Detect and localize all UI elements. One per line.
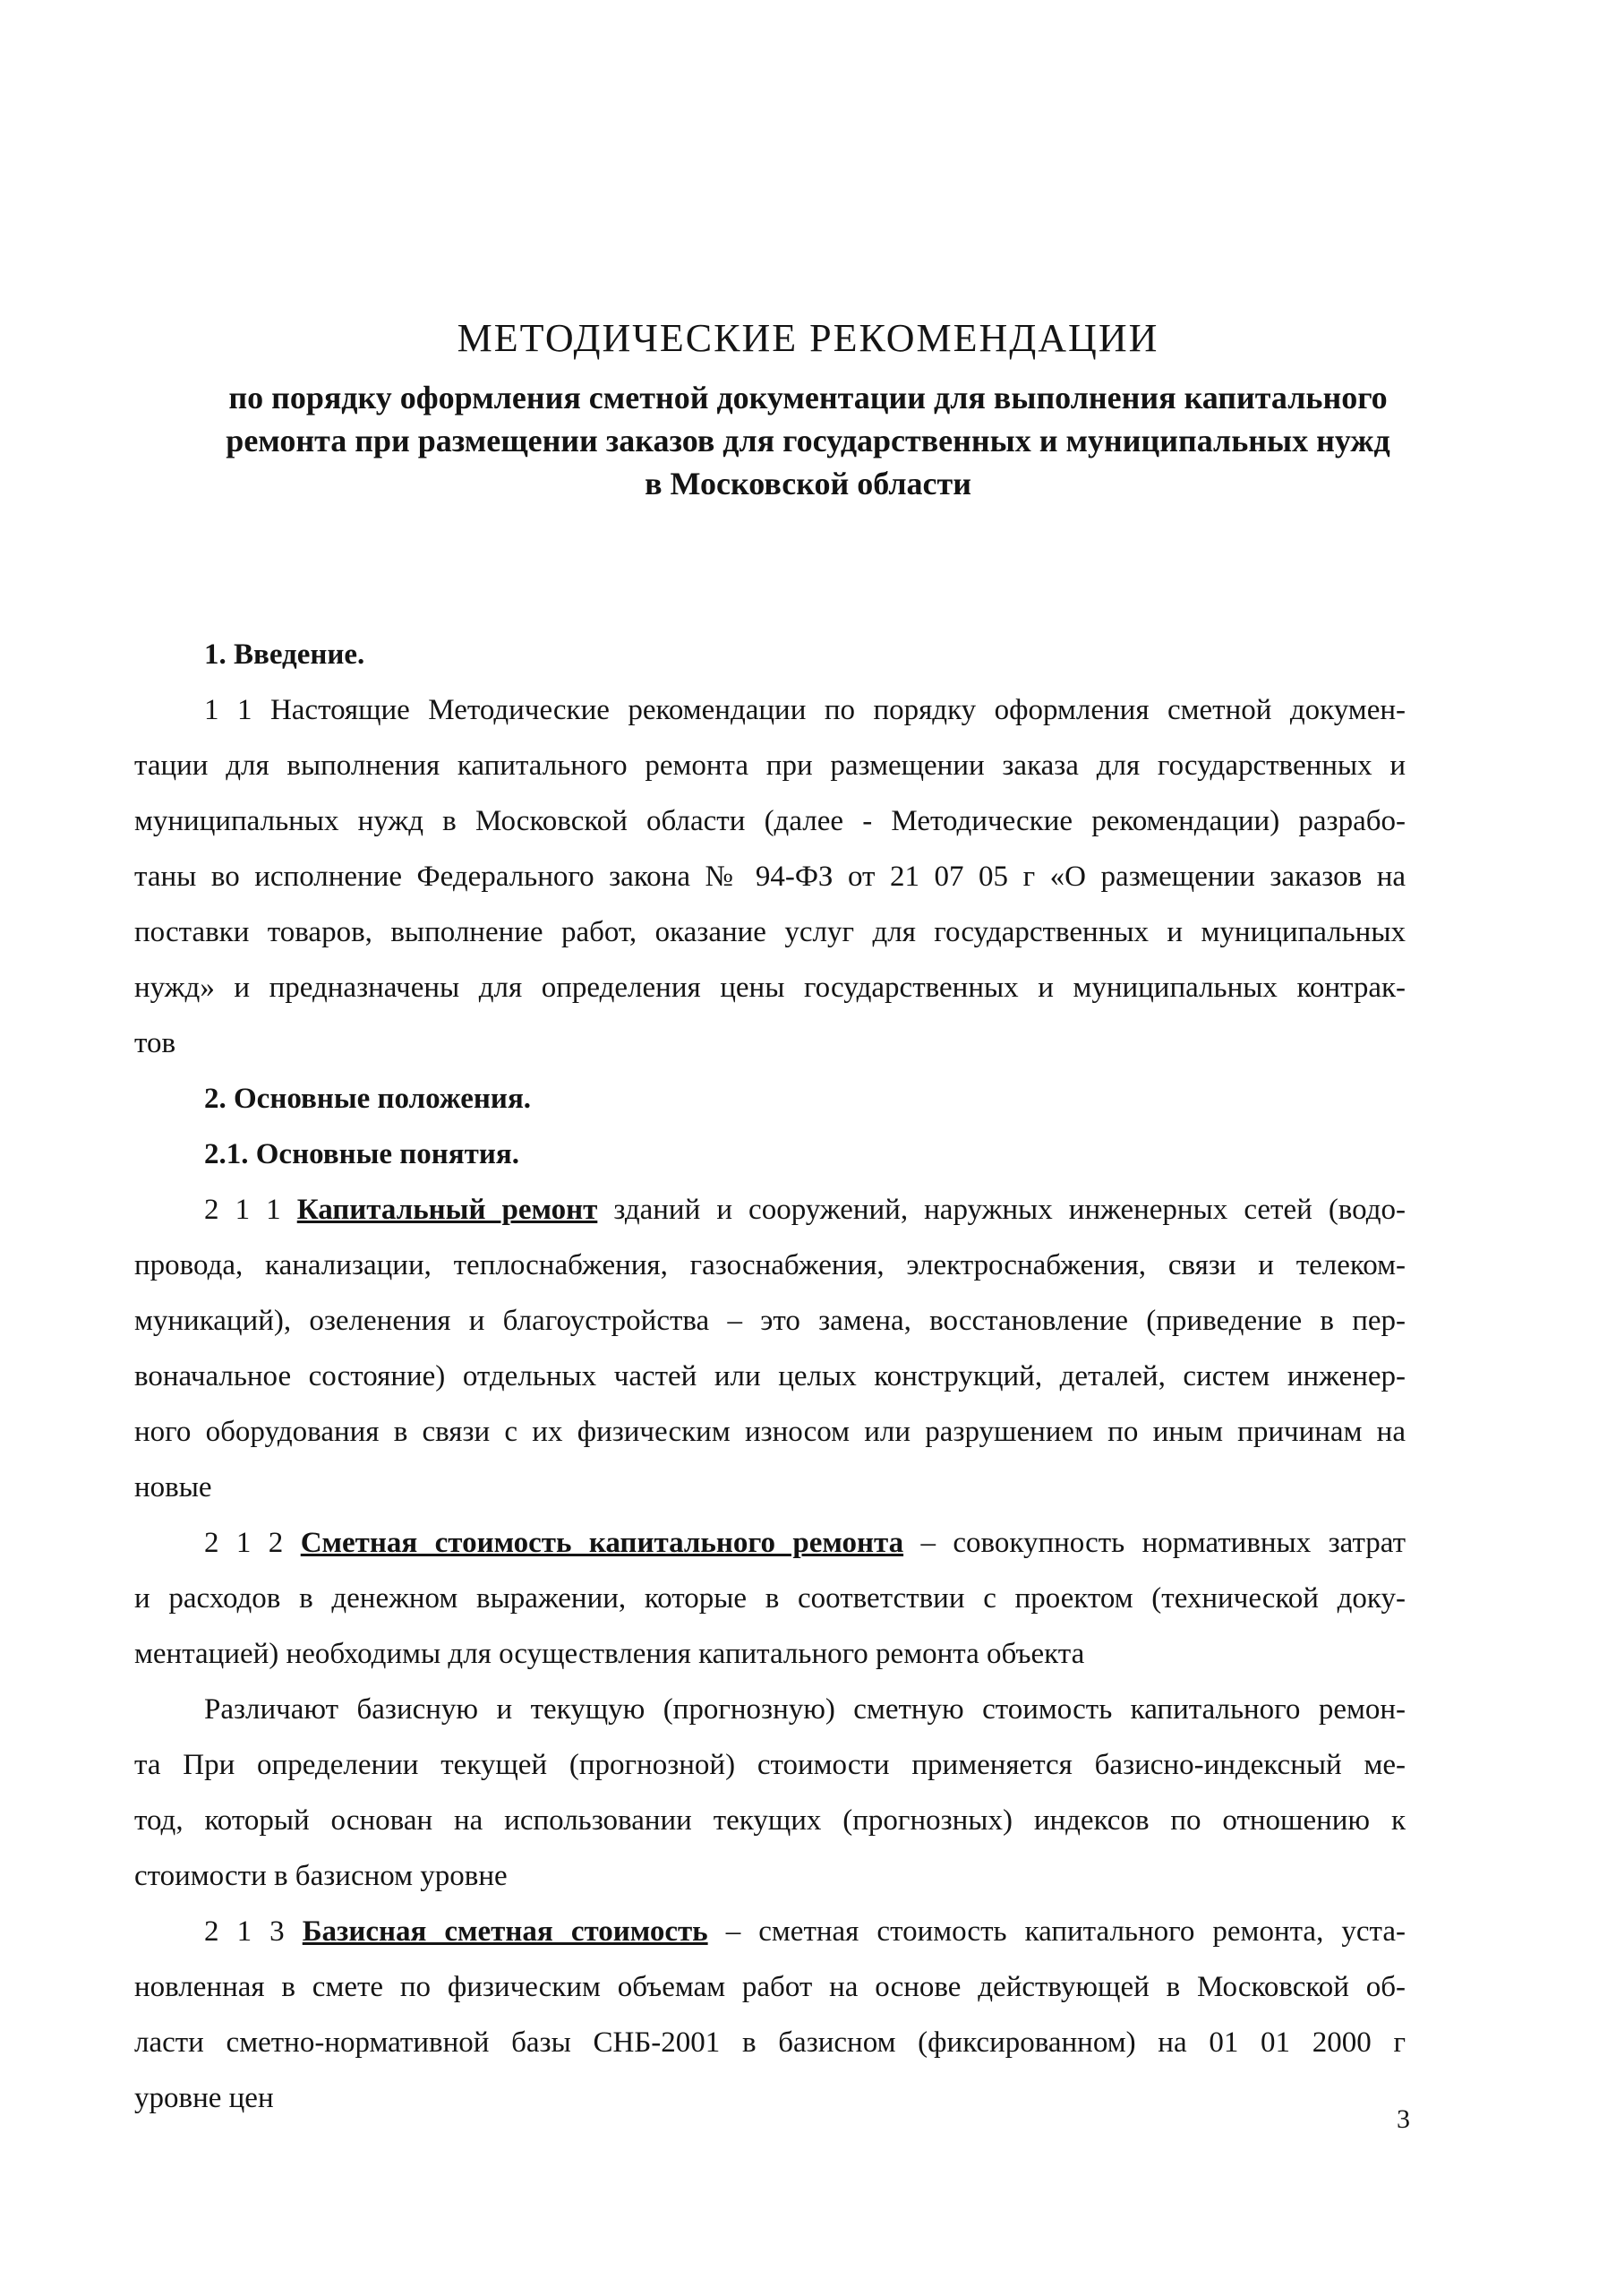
clause-number: 2 1 2 bbox=[204, 1527, 301, 1559]
text-line: уровне цен bbox=[134, 2082, 274, 2114]
text-line: и расходов в денежном выражении, которые в соответствии с проектом (технической доку- bbox=[134, 1582, 1406, 1615]
paragraph-2-1-1 bbox=[134, 1182, 1406, 1515]
text-line bbox=[134, 1904, 1406, 1959]
clause-text: зданий и сооружений, наружных инженерных сетей (водо- bbox=[597, 1194, 1406, 1226]
section-heading-introduction: 1. Введение. bbox=[204, 638, 365, 671]
text-line: новленная в смете по физическим объемам работ на основе действующей в Московской об- bbox=[134, 1971, 1406, 2003]
text-line: ментацией) необходимы для осуществления капитального ремонта объекта bbox=[134, 1638, 1085, 1670]
text-line: тации для выполнения капитального ремонта при размещении заказа для государственных и bbox=[134, 750, 1406, 782]
term-estimated-cost: Сметная стоимость капитального ремонта bbox=[300, 1527, 904, 1559]
text-line: провода, канализации, теплоснабжения, газоснабжения, электроснабжения, связи и телеком- bbox=[134, 1249, 1406, 1281]
document-title: МЕТОДИЧЕСКИЕ РЕКОМЕНДАЦИИ bbox=[457, 316, 1159, 360]
text-line: Различают базисную и текущую (прогнозную) сметную стоимость капитального ремон- bbox=[204, 1693, 1406, 1726]
text-line: тов bbox=[134, 1027, 176, 1059]
text-line: муниципальных нужд в Московской области (далее - Методические рекомендации) разрабо- bbox=[134, 805, 1406, 837]
clause-number: 2 1 3 bbox=[204, 1915, 303, 1948]
text-line bbox=[134, 1182, 1406, 1238]
text-line: воначальное состояние) отдельных частей или целых конструкций, деталей, систем инженер- bbox=[134, 1360, 1406, 1392]
term-capital-repair: Капитальный ремонт bbox=[296, 1194, 598, 1226]
text-line: поставки товаров, выполнение работ, оказание услуг для государственных и муниципальных bbox=[134, 916, 1406, 948]
text-line: та При определении текущей (прогнозной) стоимости применяется базисно-индексный ме- bbox=[134, 1749, 1406, 1781]
text-line: тод, который основан на использовании текущих (прогнозных) индексов по отношению к bbox=[134, 1804, 1406, 1837]
text-line: ласти сметно-нормативной базы СНБ-2001 в базисном (фиксированном) на 01 01 2000 г bbox=[134, 2026, 1406, 2059]
text-line bbox=[134, 1515, 1406, 1571]
subtitle-line: по порядку оформления сметной документации для выполнения капитального bbox=[228, 380, 1388, 416]
clause-number: 2 1 1 bbox=[204, 1194, 297, 1226]
text-line: муникаций), озеленения и благоустройства – это замена, восстановление (приведение в пер- bbox=[134, 1305, 1406, 1337]
clause-text: – совокупность нормативных затрат bbox=[903, 1527, 1406, 1559]
text-line: 1 1 Настоящие Методические рекомендации по порядку оформления сметной докумен- bbox=[204, 694, 1406, 726]
text-line: стоимости в базисном уровне bbox=[134, 1860, 508, 1892]
paragraph-2-1-2 bbox=[134, 1515, 1406, 1682]
subtitle-line: в Московской области bbox=[645, 466, 971, 501]
text-line: таны во исполнение Федерального закона № 94-ФЗ от 21 07 05 г «О размещении заказов на bbox=[134, 861, 1406, 893]
text-line: ного оборудования в связи с их физическим износом или разрушением по иным причинам на bbox=[134, 1416, 1406, 1448]
section-heading-main-provisions: 2. Основные положения. bbox=[204, 1083, 532, 1115]
subtitle-line: ремонта при размещении заказов для государственных и муниципальных нужд bbox=[226, 423, 1390, 458]
paragraph-1-1 bbox=[134, 682, 1406, 1071]
clause-text: – сметная стоимость капитального ремонта, уста- bbox=[707, 1915, 1406, 1948]
paragraph-2-1-3 bbox=[134, 1904, 1406, 2126]
document-body bbox=[134, 627, 1406, 2126]
text-line: нужд» и предназначены для определения цены государственных и муниципальных контрак- bbox=[134, 972, 1406, 1004]
term-base-estimated-cost: Базисная сметная стоимость bbox=[302, 1915, 708, 1948]
paragraph-basis bbox=[134, 1682, 1406, 1904]
page-number: 3 bbox=[1397, 2104, 1410, 2134]
section-heading-basic-concepts: 2.1. Основные понятия. bbox=[204, 1138, 519, 1170]
text-line: новые bbox=[134, 1471, 212, 1504]
document-subtitle bbox=[134, 376, 1482, 505]
